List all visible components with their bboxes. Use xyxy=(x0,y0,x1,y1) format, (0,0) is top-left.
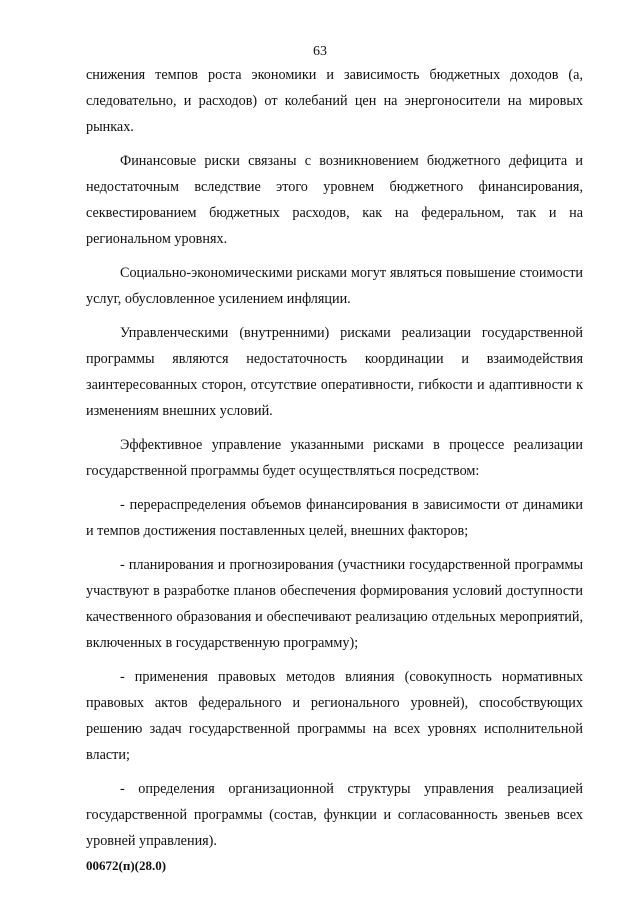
paragraph-management-risks: Управленческими (внутренними) рисками реализации государственной программы являются недостаточность координации и взаимодействия заинтересованных сторон, отсутствие оперативности, гибкости и адаптивности к изменениям внешних условий. xyxy=(86,325,583,419)
list-item-planning: - планирования и прогнозирования (участники государственной программы участвуют в разработке планов обеспечения формирования условий доступности качественного образования и обеспечивают реализацию отдельных мероприятий, включенных в государственную программу); xyxy=(86,557,583,651)
paragraph-social-economic-risks: Социально-экономическими рисками могут являться повышение стоимости услуг, обусловленное усилением инфляции. xyxy=(86,265,583,307)
paragraph-risk-management-intro: Эффективное управление указанными рисками в процессе реализации государственной программы будет осуществляться посредством: xyxy=(86,437,583,479)
document-code: 00672(п)(28.0) xyxy=(86,858,167,873)
paragraph-financial-risks: Финансовые риски связаны с возникновением бюджетного дефицита и недостаточным вследствие этого уровнем бюджетного финансирования, секвестированием бюджетных расходов, как на федеральном, так и на региональном уровнях. xyxy=(86,153,583,247)
list-item-org-structure: - определения организационной структуры управления реализацией государственной программы (состав, функции и согласованность звеньев всех уровней управления). xyxy=(86,781,583,849)
list-item-redistribution: - перераспределения объемов финансирования в зависимости от динамики и темпов достижения поставленных целей, внешних факторов; xyxy=(86,497,583,539)
page-number: 63 xyxy=(313,44,327,59)
body-text xyxy=(86,62,583,862)
list-item-legal-methods: - применения правовых методов влияния (совокупность нормативных правовых актов федерального и регионального уровней), способствующих решению задач государственной программы на всех уровнях исполнительной власти; xyxy=(86,669,583,763)
paragraph-economic-risks-continued: снижения темпов роста экономики и зависимость бюджетных доходов (а, следовательно, и расходов) от колебаний цен на энергоносители на мировых рынках. xyxy=(86,67,583,135)
